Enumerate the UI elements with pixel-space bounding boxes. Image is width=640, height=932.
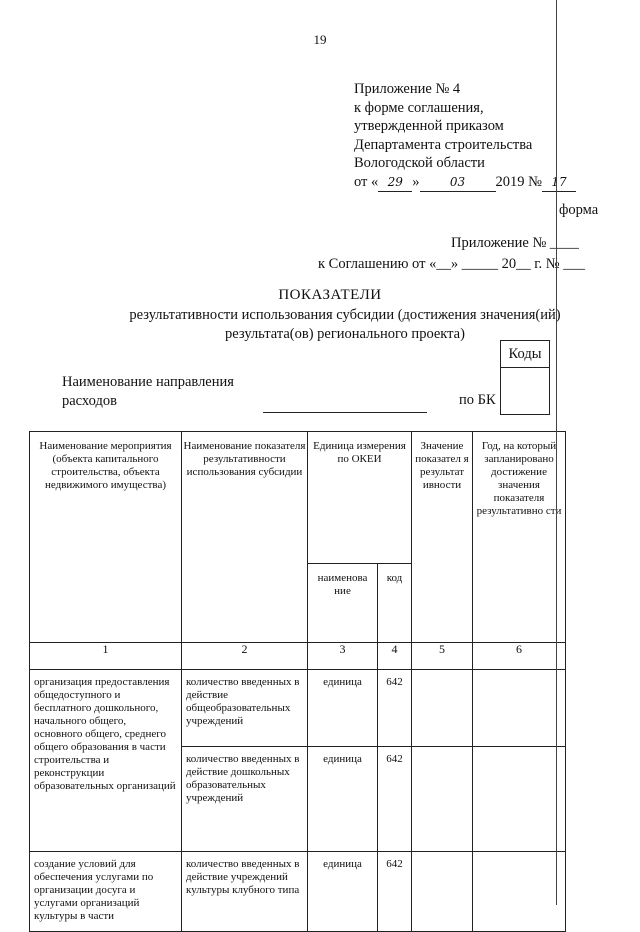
direction-blank-line [263,412,427,413]
column-number: 6 [473,643,566,670]
document-subtitle [0,306,640,344]
value-cell [412,852,473,932]
table-row [30,670,566,747]
column-number: 3 [308,643,378,670]
column-number: 1 [30,643,182,670]
header-value: Значение показател я результат ивности [412,432,473,643]
unit-name-cell: единица [308,747,378,852]
indicators-table [29,431,566,932]
unit-code-cell: 642 [378,670,412,747]
event-cell: организация предоставления общедоступного и бесплатного дошкольного, начального общего, основного общего, среднего общего образования в части строительства и реконструкции образовательных организаций [30,670,182,852]
page-edge-line [556,0,557,905]
handwritten-day: 29 [378,173,412,193]
unit-name-cell: единица [308,852,378,932]
year-text: 2019 № [495,173,542,190]
unit-code-cell: 642 [378,852,412,932]
indicator-cell: количество введенных в действие дошкольных образовательных учреждений [182,747,308,852]
value-cell [412,747,473,852]
appendix-line: Департамента строительства [354,136,533,153]
header-unit: Единица измерения по ОКЕИ [308,432,412,564]
indicator-cell: количество введенных в действие учреждений культуры клубного типа [182,852,308,932]
header-event: Наименование мероприятия (объекта капитального строительства, объекта недвижимого имущества) [30,432,182,643]
appendix-line: Вологодской области [354,155,485,171]
form-label: форма [559,202,599,218]
event-cell: создание условий для обеспечения услугами по организации досуга и услугами организаций культуры в части [30,852,182,932]
document-title: ПОКАЗАТЕЛИ [278,287,382,303]
subtitle-line: результативности использования субсидии (достижения значения(ий) [129,307,561,323]
codes-box: Коды [500,340,550,368]
year-cell [473,747,566,852]
appendix-date-line [354,173,576,193]
handwritten-number: 17 [542,173,576,193]
agreement-line: к Соглашению от «__» _____ 20__ г. № ___ [318,256,585,272]
subtitle-line: результата(ов) регионального проекта) [225,326,465,342]
header-year: Год, на который запланировано достижение значения показателя результативно сти [473,432,566,643]
date-prefix: от « [354,173,379,190]
bk-label: по БК [459,392,496,408]
header-unit-name: наименова ние [308,564,378,643]
date-mid: » [412,173,420,190]
value-cell [412,670,473,747]
appendix-line: утвержденной приказом [354,118,504,134]
bk-code-box [500,367,550,415]
year-cell [473,670,566,747]
direction-label [62,373,234,410]
handwritten-month: 03 [420,173,496,193]
column-number: 5 [412,643,473,670]
unit-code-cell: 642 [378,747,412,852]
appendix-line: к форме соглашения, [354,99,484,116]
appendix-header [354,80,576,192]
column-number: 4 [378,643,412,670]
page-number: 19 [313,32,327,47]
appendix-blank: Приложение № ____ [451,235,579,251]
header-unit-code: код [378,564,412,643]
indicator-cell: количество введенных в действие общеобразовательных учреждений [182,670,308,747]
year-cell [473,852,566,932]
appendix-line: Приложение № 4 [354,81,461,97]
unit-name-cell: единица [308,670,378,747]
direction-label-line: расходов [62,392,117,409]
direction-label-line: Наименование направления [62,374,234,390]
column-number: 2 [182,643,308,670]
table-row [30,852,566,932]
header-indicator: Наименование показателя результативности использования субсидии [182,432,308,643]
